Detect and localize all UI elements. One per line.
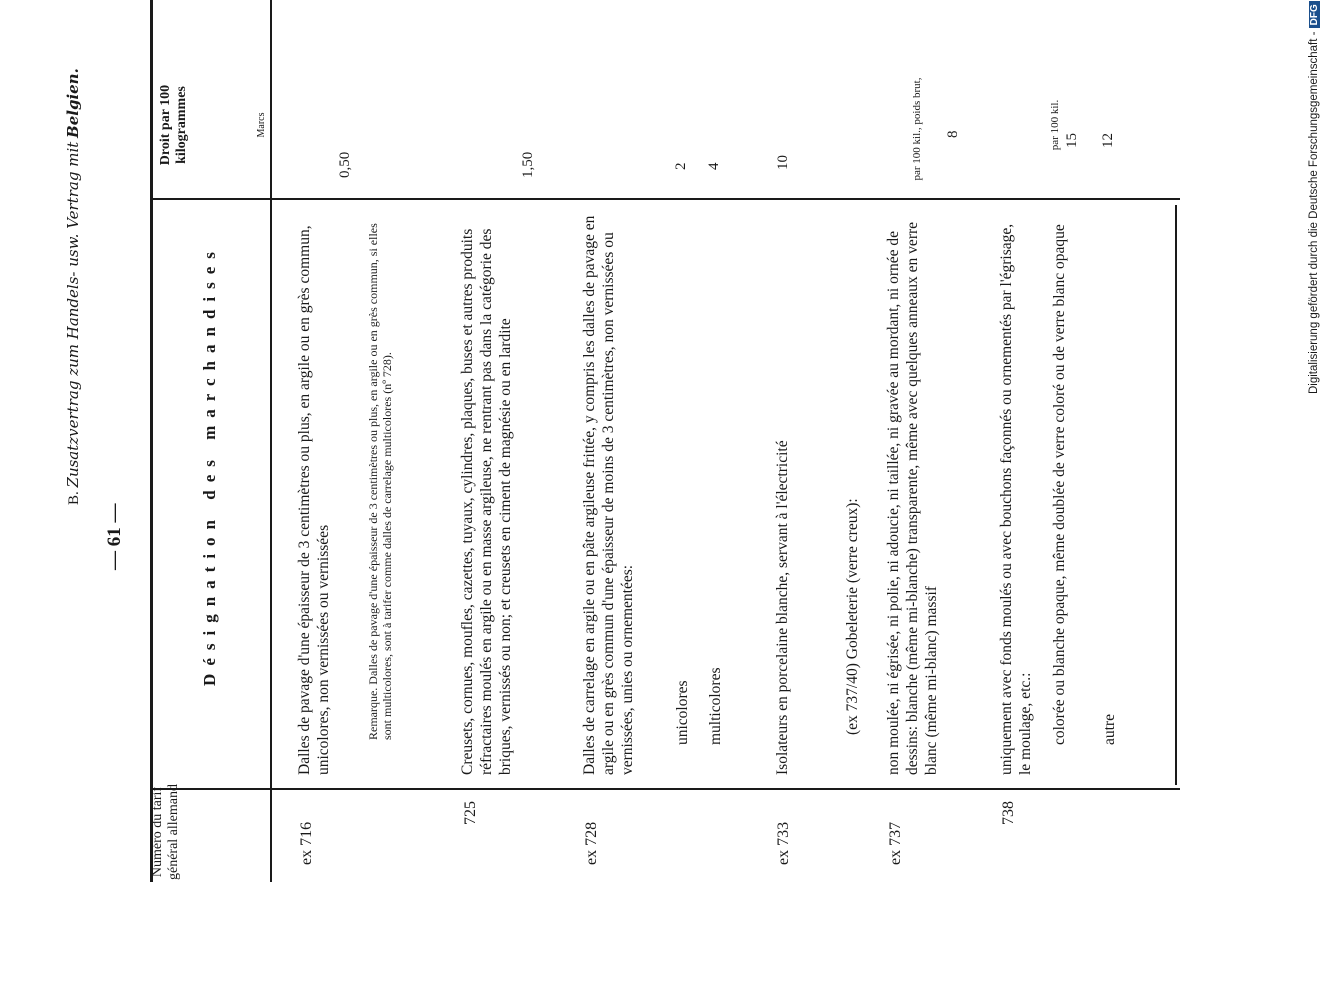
row-sub-item: autre [1101, 714, 1118, 745]
table-top-rule [150, 0, 153, 882]
table-header-rule [270, 0, 272, 882]
running-head-country: Belgien. [64, 68, 82, 138]
row-number: ex 733 [775, 821, 792, 865]
row-droit: 1,50 [520, 151, 536, 178]
header-droit-unit: Marcs [256, 112, 267, 138]
digitization-credit [1308, 1, 1320, 394]
row-number: ex 737 [887, 821, 904, 865]
row-designation: uniquement avec fonds moulés ou avec bouchons façonnés ou ornementés par l'égrisage, le moulage, etc.: [998, 223, 1034, 775]
row-droit-note: par 100 kil., poids brut, [911, 77, 923, 181]
row-remark: Remarque. Dalles de pavage d'une épaisseur de 3 centimètres ou plus, en argile ou en grès commun, si elles sont multicolores, sont à tarifer comme dalles de carrelage multicolores (nº 728). [366, 223, 394, 740]
row-number: ex 728 [583, 821, 600, 865]
row-droit-note: par 100 kil. [1049, 99, 1061, 151]
row-droit: 10 [775, 155, 791, 170]
row-droit: 0,50 [337, 151, 353, 178]
row-sub-droit: 12 [1100, 133, 1116, 148]
row-designation: Isolateurs en porcelaine blanche, servant à l'électricité [774, 440, 791, 775]
page-number: — 61 — [104, 503, 125, 570]
row-designation: Dalles de pavage d'une épaisseur de 3 centimètres ou plus, en argile ou en grès commun, unicolores, non vernissées ou vernissées [296, 225, 332, 775]
header-droit: Droit par 100 kilogrammes [158, 84, 190, 166]
header-designation: Désignation des marchandises [200, 244, 219, 686]
dfg-logo: DFG [1309, 1, 1320, 28]
row-number: 725 [462, 801, 479, 825]
row-sub-droit: 15 [1064, 133, 1080, 148]
running-head-title: Zusatzvertrag zum Handels- usw. Vertrag mit [64, 141, 82, 488]
table-bottom-rule [1175, 205, 1177, 785]
column-rule-left [150, 788, 1180, 790]
column-rule-right [150, 198, 1180, 200]
section-subheading: (ex 737/40) Gobeleterie (verre creux): [844, 498, 861, 735]
row-sub-item: multicolores [707, 667, 724, 745]
row-number: 738 [1000, 801, 1017, 825]
row-designation: non moulée, ni égrisée, ni polie, ni adoucie, ni taillée, ni gravée au mordant, ni ornée de dessins: blanche (même mi-blanche) transparente, même avec quelques anneaux en verre blanc (même mi-blanc) massif [885, 221, 940, 775]
row-designation: Creusets, cornues, moufles, cazettes, tuyaux, cylindres, plaques, buses et autres produits réfractaires moulés en argile ou en masse argileuse, ne rentrant pas dans la catégorie des briques, vernissés ou non; et creusets en ciment de magnésie ou en lardite [459, 228, 514, 775]
row-designation: Dalles de carrelage en argile ou en pâte argileuse frittée, y compris les dalles de pavage en argile ou en grès commun d'une épaisseur de moins de 3 centimètres, non vernissées ou vernissées, unies ou ornementées: [581, 215, 636, 775]
row-number: ex 716 [298, 821, 315, 865]
row-sub-item: colorée ou blanche opaque, même doublée de verre coloré ou de verre blanc opaque [1051, 224, 1068, 745]
row-sub-droit: 4 [706, 162, 722, 170]
credit-text: Digitalisierung gefördert durch die Deutsche Forschungsgemeinschaft - [1308, 31, 1320, 394]
running-head [66, 68, 82, 505]
row-sub-item: unicolores [674, 680, 691, 745]
running-head-prefix: B. [66, 491, 82, 505]
header-numero: Numéro du tarif général allemand [150, 784, 182, 881]
row-sub-droit: 2 [673, 162, 689, 170]
row-droit: 8 [945, 130, 961, 138]
